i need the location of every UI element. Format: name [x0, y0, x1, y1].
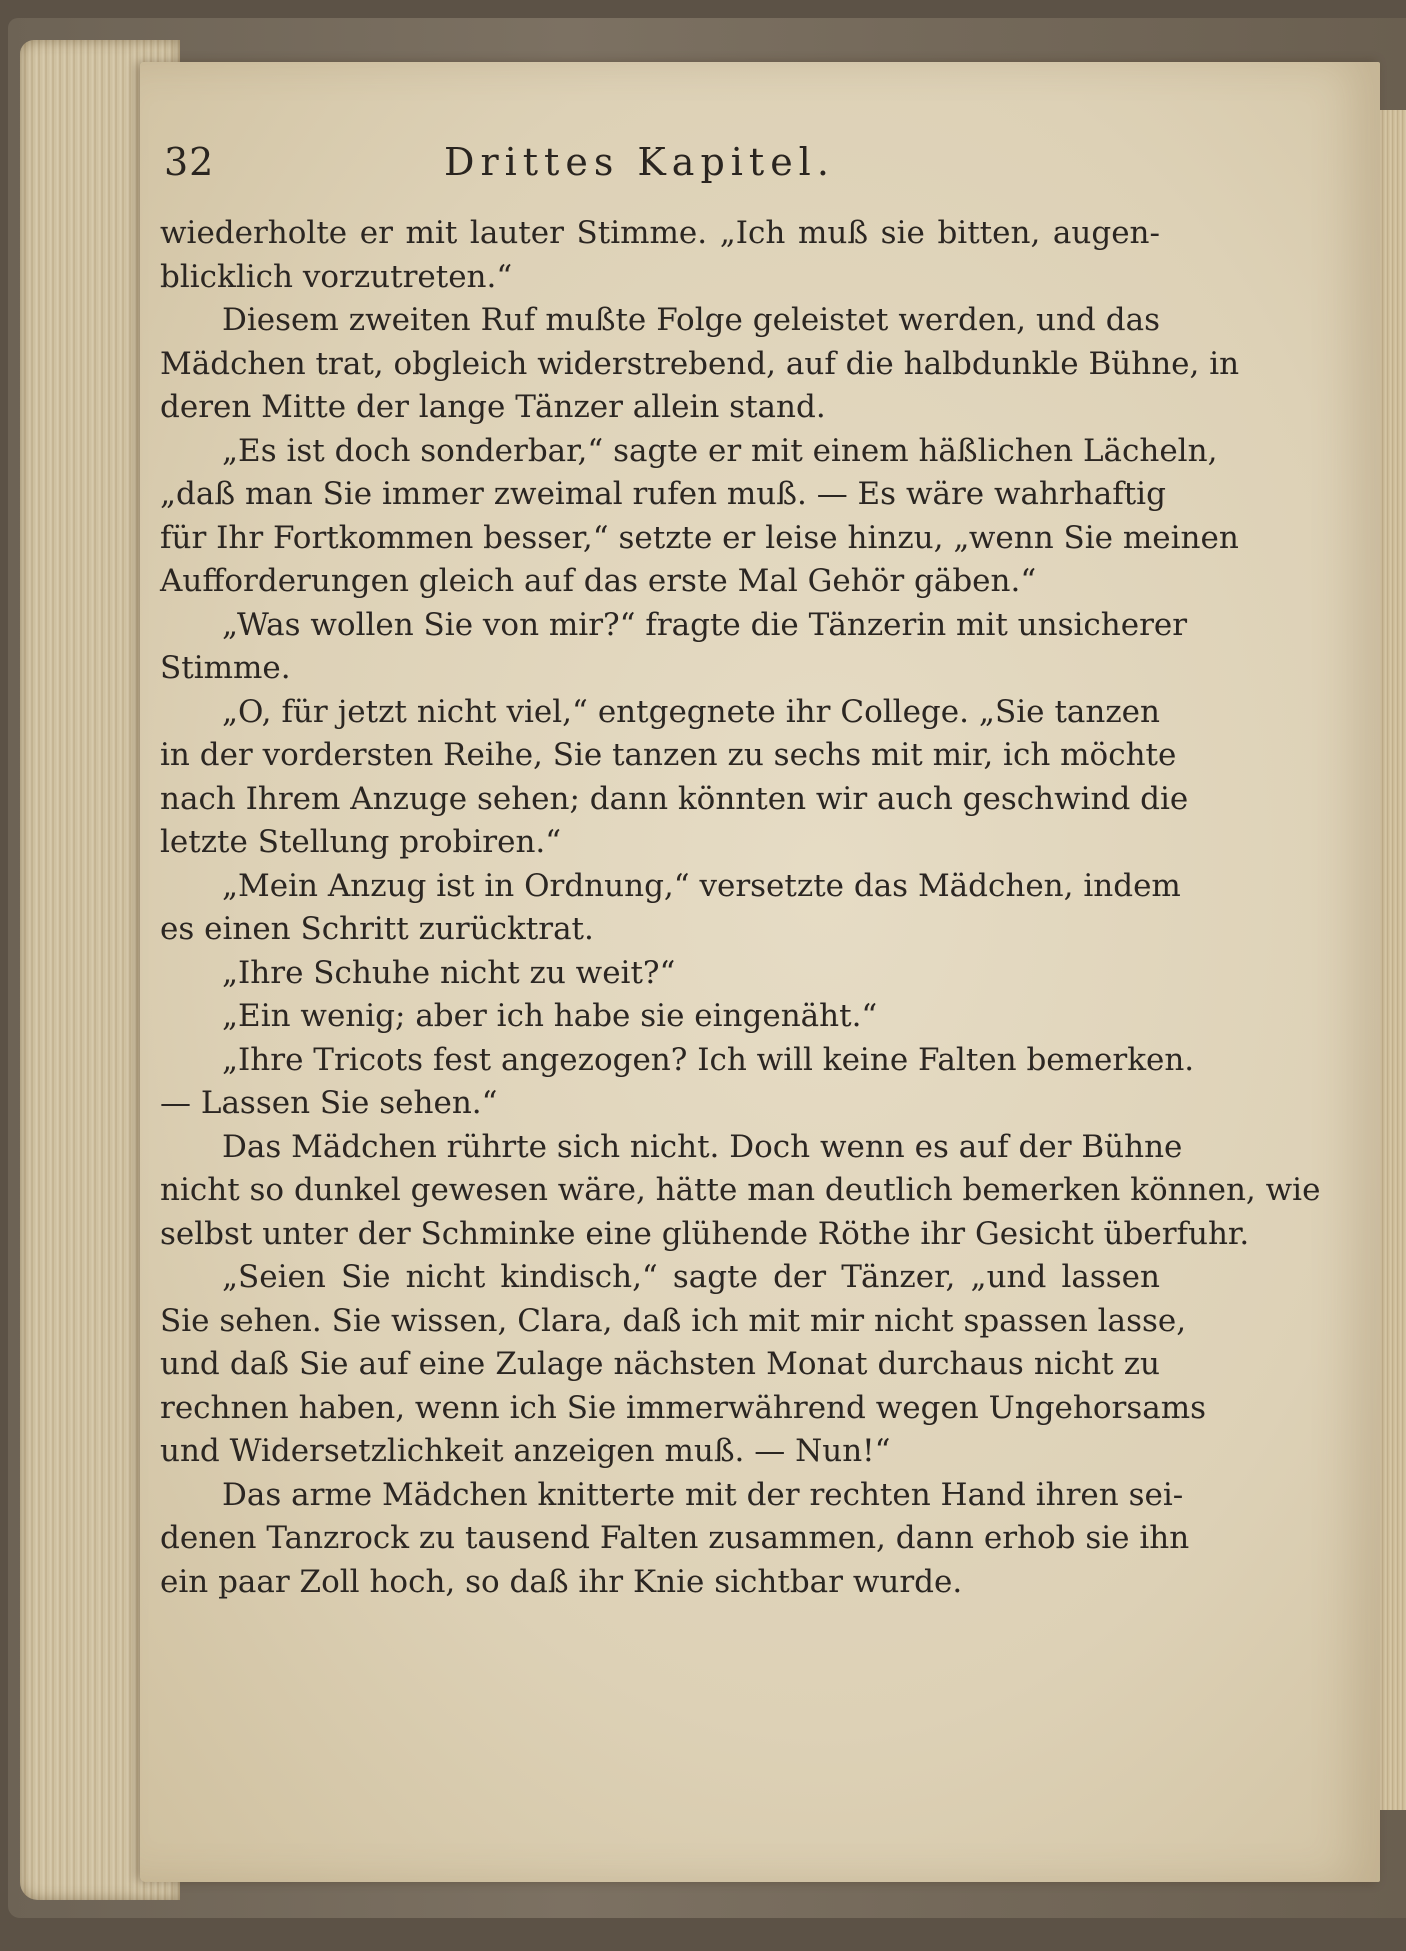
- text-line: Sie sehen. Sie wissen, Clara, daß ich mit mir nicht spassen lasse,: [160, 1302, 1187, 1339]
- text-line: wiederholte er mit lauter Stimme. „Ich muß sie bitten, augen-: [160, 215, 1160, 251]
- text-line: „daß man Sie immer zweimal rufen muß. — Es wäre wahrhaftig: [160, 476, 1166, 512]
- running-head: Drittes Kapitel.: [444, 140, 835, 184]
- facing-page-edges: [1378, 110, 1406, 1810]
- text-line: „Ihre Schuhe nicht zu weit?“: [222, 954, 676, 991]
- text-line: Diesem zweiten Ruf mußte Folge geleistet werden, und das: [222, 302, 1160, 338]
- text-line: Das arme Mädchen knitterte mit der rechten Hand ihren sei-: [222, 1476, 1184, 1513]
- text-line: „O, für jetzt nicht viel,“ entgegnete ihr College. „Sie tanzen: [222, 693, 1160, 730]
- text-line: „Ihre Tricots fest angezogen? Ich will keine Falten bemerken.: [222, 1041, 1195, 1078]
- text-line: selbst unter der Schminke eine glühende Röthe ihr Gesicht überfuhr.: [160, 1215, 1250, 1252]
- text-line: „Ein wenig; aber ich habe sie eingenäht.“: [222, 998, 878, 1034]
- text-line: rechnen haben, wenn ich Sie immerwährend wegen Ungehorsams: [160, 1389, 1207, 1426]
- text-line: Das Mädchen rührte sich nicht. Doch wenn es auf der Bühne: [222, 1128, 1183, 1165]
- text-line: Mädchen trat, obgleich widerstrebend, auf die halbdunkle Bühne, in: [160, 345, 1240, 382]
- text-line: blicklich vorzutreten.“: [160, 258, 513, 295]
- text-line: deren Mitte der lange Tänzer allein stand.: [160, 389, 826, 425]
- text-line: ein paar Zoll hoch, so daß ihr Knie sichtbar wurde.: [160, 1563, 963, 1600]
- text-line: „Es ist doch sonderbar,“ sagte er mit einem häßlichen Lächeln,: [222, 432, 1218, 469]
- text-line: — Lassen Sie sehen.“: [160, 1085, 498, 1121]
- text-line: für Ihr Fortkommen besser,“ setzte er leise hinzu, „wenn Sie meinen: [160, 519, 1239, 556]
- text-line: letzte Stellung probiren.“: [160, 824, 562, 860]
- text-line: Stimme.: [160, 650, 291, 686]
- text-line: „Mein Anzug ist in Ordnung,“ versetzte das Mädchen, indem: [222, 867, 1181, 904]
- text-line: „Was wollen Sie von mir?“ fragte die Tänzerin mit unsicherer: [222, 606, 1188, 643]
- text-line: es einen Schritt zurücktrat.: [160, 911, 594, 947]
- text-line: „Seien Sie nicht kindisch,“ sagte der Tänzer, „und lassen: [222, 1259, 1160, 1295]
- text-line: und Widersetzlichkeit anzeigen muß. — Nun!“: [160, 1433, 891, 1469]
- page-header: [164, 140, 1164, 200]
- text-line: denen Tanzrock zu tausend Falten zusammen, dann erhob sie ihn: [160, 1520, 1190, 1556]
- body-text: [160, 212, 1321, 1604]
- text-line: nicht so dunkel gewesen wäre, hätte man deutlich bemerken können, wie: [160, 1172, 1321, 1208]
- page-number: 32: [164, 140, 215, 184]
- text-line: nach Ihrem Anzuge sehen; dann könnten wir auch geschwind die: [160, 780, 1189, 817]
- text-line: Aufforderungen gleich auf das erste Mal Gehör gäben.“: [160, 563, 1037, 599]
- text-line: in der vordersten Reihe, Sie tanzen zu sechs mit mir, ich möchte: [160, 737, 1177, 773]
- text-line: und daß Sie auf eine Zulage nächsten Monat durchaus nicht zu: [160, 1346, 1160, 1382]
